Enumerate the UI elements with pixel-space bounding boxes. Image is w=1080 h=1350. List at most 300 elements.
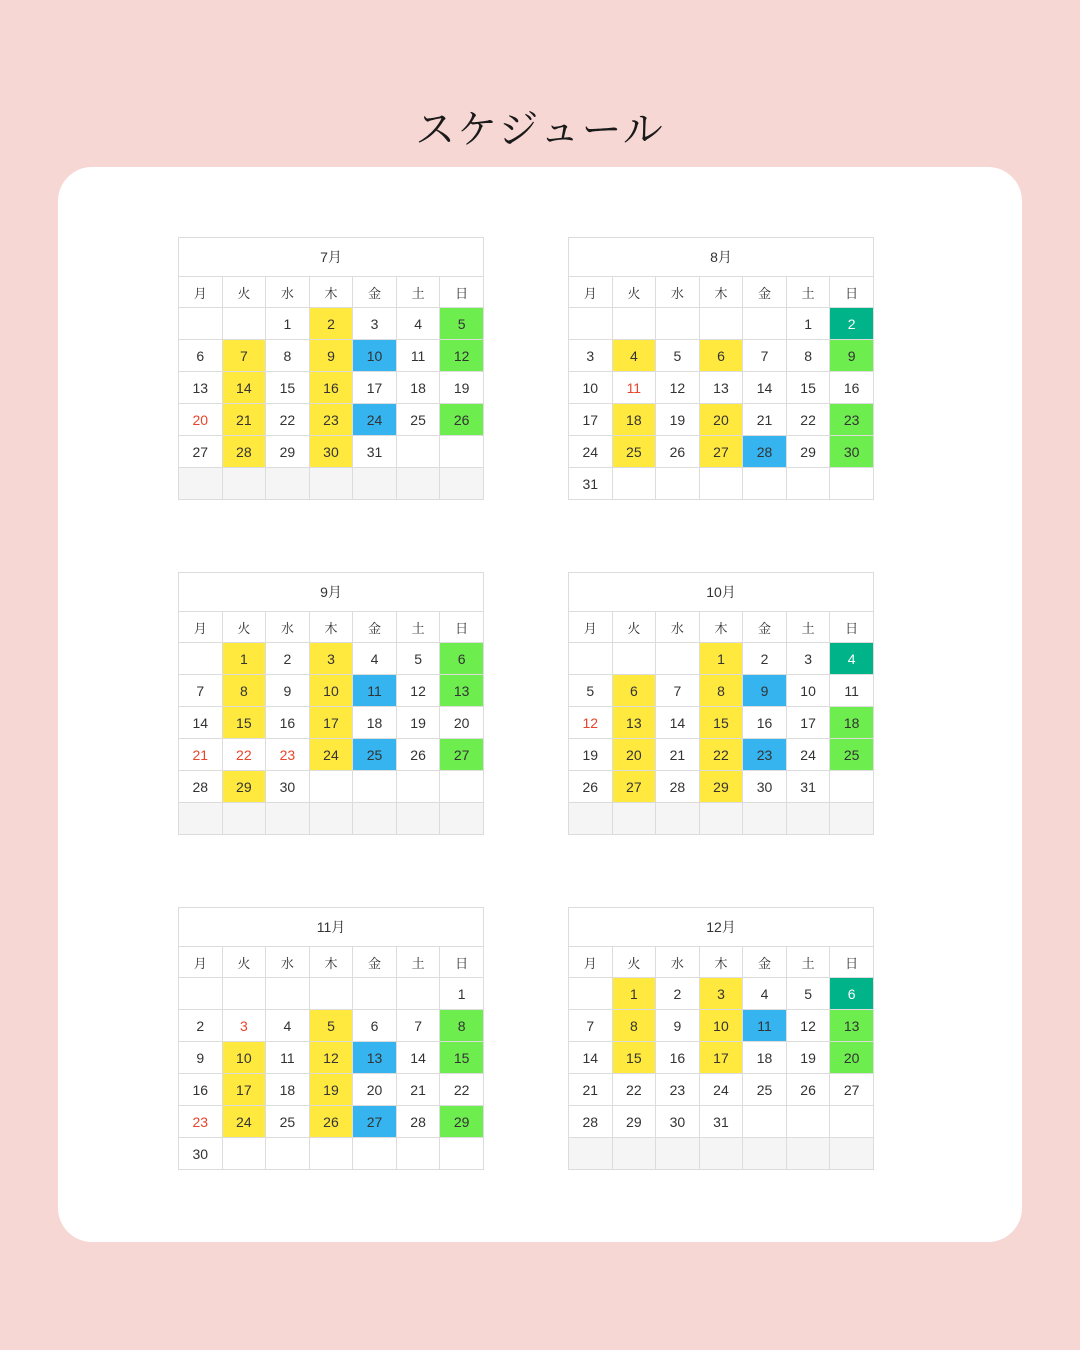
day-cell[interactable]: 28 xyxy=(569,1106,613,1138)
day-cell[interactable]: 16 xyxy=(309,372,353,404)
day-cell[interactable]: 29 xyxy=(699,771,743,803)
weekday-header-火: 火 xyxy=(222,612,266,643)
weekday-header-木: 木 xyxy=(699,612,743,643)
calendar-10月 xyxy=(568,542,902,867)
day-cell-empty xyxy=(612,308,656,340)
day-cell[interactable]: 9 xyxy=(656,1010,700,1042)
weekday-header-日: 日 xyxy=(440,947,484,978)
day-cell[interactable]: 4 xyxy=(266,1010,310,1042)
day-cell[interactable]: 23 xyxy=(830,404,874,436)
day-cell[interactable]: 8 xyxy=(699,675,743,707)
day-cell-empty xyxy=(179,468,223,500)
day-cell[interactable]: 15 xyxy=(222,707,266,739)
weekday-header-日: 日 xyxy=(440,612,484,643)
weekday-header-月: 月 xyxy=(179,947,223,978)
day-cell[interactable]: 22 xyxy=(266,404,310,436)
calendar-card xyxy=(58,167,1022,1242)
day-cell[interactable]: 5 xyxy=(440,308,484,340)
day-cell[interactable]: 17 xyxy=(353,372,397,404)
week-row xyxy=(179,340,484,372)
day-cell[interactable]: 25 xyxy=(743,1074,787,1106)
day-cell[interactable]: 12 xyxy=(656,372,700,404)
day-cell[interactable]: 4 xyxy=(743,978,787,1010)
day-cell[interactable]: 16 xyxy=(266,707,310,739)
day-cell[interactable]: 23 xyxy=(309,404,353,436)
day-cell[interactable]: 24 xyxy=(569,436,613,468)
week-row xyxy=(179,1042,484,1074)
day-cell[interactable]: 4 xyxy=(612,340,656,372)
week-row xyxy=(179,707,484,739)
day-cell[interactable]: 10 xyxy=(353,340,397,372)
day-cell[interactable]: 26 xyxy=(569,771,613,803)
day-cell[interactable]: 3 xyxy=(222,1010,266,1042)
day-cell[interactable]: 13 xyxy=(353,1042,397,1074)
day-cell[interactable]: 14 xyxy=(222,372,266,404)
day-cell-empty xyxy=(396,468,440,500)
day-cell[interactable]: 23 xyxy=(179,1106,223,1138)
day-cell-empty xyxy=(222,468,266,500)
weekday-header-金: 金 xyxy=(743,947,787,978)
day-cell[interactable]: 27 xyxy=(612,771,656,803)
day-cell[interactable]: 10 xyxy=(699,1010,743,1042)
day-cell[interactable]: 21 xyxy=(569,1074,613,1106)
day-cell-empty xyxy=(179,308,223,340)
day-cell[interactable]: 25 xyxy=(612,436,656,468)
day-cell[interactable]: 12 xyxy=(569,707,613,739)
day-cell-empty xyxy=(440,803,484,835)
day-cell[interactable]: 24 xyxy=(222,1106,266,1138)
weekday-header-水: 水 xyxy=(266,277,310,308)
day-cell[interactable]: 4 xyxy=(353,643,397,675)
day-cell[interactable]: 3 xyxy=(569,340,613,372)
day-cell[interactable]: 13 xyxy=(699,372,743,404)
week-row xyxy=(569,739,874,771)
day-cell[interactable]: 3 xyxy=(353,308,397,340)
week-row xyxy=(569,1042,874,1074)
day-cell[interactable]: 19 xyxy=(309,1074,353,1106)
day-cell[interactable]: 31 xyxy=(786,771,830,803)
day-cell[interactable]: 19 xyxy=(786,1042,830,1074)
day-cell[interactable]: 11 xyxy=(743,1010,787,1042)
day-cell-empty xyxy=(743,1138,787,1170)
weekday-header-金: 金 xyxy=(353,277,397,308)
day-cell[interactable]: 30 xyxy=(309,436,353,468)
day-cell[interactable]: 18 xyxy=(743,1042,787,1074)
day-cell[interactable]: 26 xyxy=(396,739,440,771)
day-cell[interactable]: 27 xyxy=(699,436,743,468)
week-row xyxy=(179,436,484,468)
weekday-header-水: 水 xyxy=(266,947,310,978)
day-cell[interactable]: 10 xyxy=(222,1042,266,1074)
day-cell[interactable]: 4 xyxy=(396,308,440,340)
day-cell[interactable]: 15 xyxy=(266,372,310,404)
day-cell[interactable]: 21 xyxy=(222,404,266,436)
day-cell[interactable]: 12 xyxy=(309,1042,353,1074)
day-cell[interactable]: 7 xyxy=(743,340,787,372)
weekday-header-日: 日 xyxy=(830,947,874,978)
weekday-header-土: 土 xyxy=(786,612,830,643)
day-cell-empty xyxy=(353,1138,397,1170)
week-row xyxy=(179,739,484,771)
day-cell[interactable]: 22 xyxy=(786,404,830,436)
weekday-header-月: 月 xyxy=(179,277,223,308)
day-cell[interactable]: 30 xyxy=(743,771,787,803)
day-cell[interactable]: 14 xyxy=(569,1042,613,1074)
weekday-header-木: 木 xyxy=(309,612,353,643)
weekday-header-木: 木 xyxy=(309,277,353,308)
day-cell[interactable]: 19 xyxy=(440,372,484,404)
week-row xyxy=(179,803,484,835)
day-cell-empty xyxy=(440,1138,484,1170)
day-cell[interactable]: 8 xyxy=(440,1010,484,1042)
day-cell[interactable]: 27 xyxy=(179,436,223,468)
day-cell[interactable]: 24 xyxy=(353,404,397,436)
day-cell[interactable]: 7 xyxy=(656,675,700,707)
calendar-table xyxy=(178,907,484,1170)
weekday-header-土: 土 xyxy=(786,277,830,308)
day-cell[interactable]: 28 xyxy=(179,771,223,803)
day-cell-empty xyxy=(830,1138,874,1170)
weekday-header-火: 火 xyxy=(222,947,266,978)
day-cell[interactable]: 7 xyxy=(222,340,266,372)
day-cell[interactable]: 17 xyxy=(786,707,830,739)
day-cell[interactable]: 23 xyxy=(656,1074,700,1106)
week-row xyxy=(569,308,874,340)
day-cell[interactable]: 17 xyxy=(569,404,613,436)
day-cell[interactable]: 9 xyxy=(830,340,874,372)
day-cell[interactable]: 28 xyxy=(743,436,787,468)
week-row xyxy=(569,1074,874,1106)
day-cell[interactable]: 7 xyxy=(179,675,223,707)
day-cell[interactable]: 12 xyxy=(786,1010,830,1042)
week-row xyxy=(179,372,484,404)
day-cell[interactable]: 23 xyxy=(266,739,310,771)
day-cell-empty xyxy=(830,771,874,803)
day-cell[interactable]: 7 xyxy=(396,1010,440,1042)
day-cell[interactable]: 18 xyxy=(830,707,874,739)
day-cell[interactable]: 14 xyxy=(396,1042,440,1074)
day-cell[interactable]: 2 xyxy=(830,308,874,340)
day-cell[interactable]: 6 xyxy=(612,675,656,707)
day-cell[interactable]: 28 xyxy=(656,771,700,803)
calendar-table xyxy=(568,237,874,500)
week-row xyxy=(179,468,484,500)
weekday-header-木: 木 xyxy=(309,947,353,978)
day-cell[interactable]: 21 xyxy=(179,739,223,771)
day-cell-empty xyxy=(222,803,266,835)
day-cell-empty xyxy=(396,436,440,468)
day-cell[interactable]: 21 xyxy=(396,1074,440,1106)
week-row xyxy=(179,1106,484,1138)
day-cell[interactable]: 22 xyxy=(612,1074,656,1106)
day-cell-empty xyxy=(266,468,310,500)
day-cell-empty xyxy=(699,468,743,500)
day-cell-empty xyxy=(743,308,787,340)
day-cell-empty xyxy=(786,1138,830,1170)
day-cell[interactable]: 16 xyxy=(830,372,874,404)
day-cell[interactable]: 26 xyxy=(309,1106,353,1138)
day-cell[interactable]: 1 xyxy=(699,643,743,675)
page-title: スケジュール xyxy=(415,107,665,153)
month-label: 8月 xyxy=(569,238,874,277)
day-cell[interactable]: 20 xyxy=(830,1042,874,1074)
day-cell[interactable]: 15 xyxy=(612,1042,656,1074)
day-cell[interactable]: 1 xyxy=(266,308,310,340)
day-cell[interactable]: 8 xyxy=(786,340,830,372)
day-cell-empty xyxy=(222,978,266,1010)
day-cell[interactable]: 5 xyxy=(309,1010,353,1042)
day-cell[interactable]: 29 xyxy=(222,771,266,803)
weekday-header-水: 水 xyxy=(656,277,700,308)
day-cell-empty xyxy=(656,1138,700,1170)
day-cell-empty xyxy=(743,468,787,500)
day-cell-empty xyxy=(440,771,484,803)
weekday-header-火: 火 xyxy=(222,277,266,308)
day-cell[interactable]: 10 xyxy=(569,372,613,404)
day-cell-empty xyxy=(266,803,310,835)
day-cell[interactable]: 20 xyxy=(353,1074,397,1106)
day-cell[interactable]: 22 xyxy=(222,739,266,771)
day-cell[interactable]: 18 xyxy=(612,404,656,436)
weekday-header-日: 日 xyxy=(830,612,874,643)
day-cell[interactable]: 1 xyxy=(222,643,266,675)
day-cell[interactable]: 14 xyxy=(743,372,787,404)
day-cell[interactable]: 13 xyxy=(440,675,484,707)
day-cell[interactable]: 9 xyxy=(743,675,787,707)
calendar-8月 xyxy=(568,207,902,532)
day-cell[interactable]: 12 xyxy=(396,675,440,707)
day-cell[interactable]: 31 xyxy=(569,468,613,500)
day-cell-empty xyxy=(309,978,353,1010)
day-cell[interactable]: 18 xyxy=(353,707,397,739)
calendar-11月 xyxy=(178,877,512,1202)
month-label: 12月 xyxy=(569,908,874,947)
day-cell[interactable]: 1 xyxy=(440,978,484,1010)
day-cell[interactable]: 11 xyxy=(396,340,440,372)
day-cell[interactable]: 2 xyxy=(309,308,353,340)
weekday-header-火: 火 xyxy=(612,947,656,978)
week-row xyxy=(179,771,484,803)
day-cell[interactable]: 26 xyxy=(656,436,700,468)
day-cell[interactable]: 17 xyxy=(309,707,353,739)
day-cell[interactable]: 16 xyxy=(179,1074,223,1106)
day-cell[interactable]: 19 xyxy=(396,707,440,739)
day-cell[interactable]: 30 xyxy=(179,1138,223,1170)
day-cell[interactable]: 13 xyxy=(830,1010,874,1042)
day-cell-empty xyxy=(743,1106,787,1138)
week-row xyxy=(569,1138,874,1170)
day-cell[interactable]: 31 xyxy=(699,1106,743,1138)
calendar-7月 xyxy=(178,207,512,532)
day-cell[interactable]: 3 xyxy=(309,643,353,675)
day-cell[interactable]: 2 xyxy=(656,978,700,1010)
day-cell[interactable]: 11 xyxy=(612,372,656,404)
weekday-header-土: 土 xyxy=(396,612,440,643)
day-cell[interactable]: 25 xyxy=(353,739,397,771)
day-cell[interactable]: 25 xyxy=(396,404,440,436)
week-row xyxy=(569,643,874,675)
day-cell-empty xyxy=(179,978,223,1010)
day-cell[interactable]: 5 xyxy=(656,340,700,372)
day-cell[interactable]: 28 xyxy=(396,1106,440,1138)
week-row xyxy=(569,404,874,436)
day-cell-empty xyxy=(569,643,613,675)
day-cell[interactable]: 22 xyxy=(699,739,743,771)
month-label: 11月 xyxy=(179,908,484,947)
day-cell-empty xyxy=(612,803,656,835)
day-cell[interactable]: 26 xyxy=(440,404,484,436)
day-cell[interactable]: 2 xyxy=(743,643,787,675)
day-cell[interactable]: 16 xyxy=(656,1042,700,1074)
day-cell[interactable]: 24 xyxy=(309,739,353,771)
weekday-header-金: 金 xyxy=(353,612,397,643)
day-cell-empty xyxy=(353,803,397,835)
day-cell[interactable]: 20 xyxy=(612,739,656,771)
week-row xyxy=(179,1138,484,1170)
weekday-header-金: 金 xyxy=(743,277,787,308)
week-row xyxy=(569,1106,874,1138)
day-cell[interactable]: 13 xyxy=(612,707,656,739)
day-cell[interactable]: 28 xyxy=(222,436,266,468)
day-cell[interactable]: 8 xyxy=(222,675,266,707)
day-cell[interactable]: 16 xyxy=(743,707,787,739)
day-cell[interactable]: 26 xyxy=(786,1074,830,1106)
day-cell[interactable]: 24 xyxy=(786,739,830,771)
day-cell[interactable]: 19 xyxy=(656,404,700,436)
week-row xyxy=(569,468,874,500)
day-cell[interactable]: 8 xyxy=(266,340,310,372)
week-row xyxy=(179,404,484,436)
day-cell[interactable]: 29 xyxy=(440,1106,484,1138)
day-cell-empty xyxy=(440,468,484,500)
day-cell[interactable]: 15 xyxy=(699,707,743,739)
calendar-table xyxy=(178,572,484,835)
day-cell[interactable]: 14 xyxy=(179,707,223,739)
day-cell[interactable]: 15 xyxy=(440,1042,484,1074)
day-cell[interactable]: 8 xyxy=(612,1010,656,1042)
weekday-header-月: 月 xyxy=(569,947,613,978)
day-cell-empty xyxy=(569,1138,613,1170)
week-row xyxy=(179,675,484,707)
day-cell[interactable]: 5 xyxy=(569,675,613,707)
day-cell[interactable]: 9 xyxy=(179,1042,223,1074)
weekday-header-水: 水 xyxy=(266,612,310,643)
day-cell-empty xyxy=(830,803,874,835)
day-cell[interactable]: 2 xyxy=(266,643,310,675)
day-cell-empty xyxy=(612,1138,656,1170)
day-cell[interactable]: 1 xyxy=(612,978,656,1010)
day-cell[interactable]: 17 xyxy=(222,1074,266,1106)
day-cell[interactable]: 30 xyxy=(656,1106,700,1138)
day-cell[interactable]: 7 xyxy=(569,1010,613,1042)
day-cell[interactable]: 24 xyxy=(699,1074,743,1106)
day-cell[interactable]: 10 xyxy=(309,675,353,707)
day-cell-empty xyxy=(396,803,440,835)
day-cell-empty xyxy=(309,771,353,803)
day-cell-empty xyxy=(830,468,874,500)
day-cell-empty xyxy=(396,1138,440,1170)
day-cell[interactable]: 5 xyxy=(786,978,830,1010)
weekday-header-土: 土 xyxy=(396,947,440,978)
day-cell[interactable]: 22 xyxy=(440,1074,484,1106)
day-cell-empty xyxy=(699,308,743,340)
week-row xyxy=(569,436,874,468)
day-cell[interactable]: 27 xyxy=(830,1074,874,1106)
day-cell-empty xyxy=(699,803,743,835)
week-row xyxy=(569,771,874,803)
weekday-header-土: 土 xyxy=(786,947,830,978)
day-cell[interactable]: 6 xyxy=(440,643,484,675)
day-cell[interactable]: 6 xyxy=(353,1010,397,1042)
day-cell-empty xyxy=(656,468,700,500)
week-row xyxy=(179,1074,484,1106)
day-cell[interactable]: 3 xyxy=(786,643,830,675)
day-cell[interactable]: 6 xyxy=(179,340,223,372)
calendar-table xyxy=(568,572,874,835)
day-cell[interactable]: 25 xyxy=(266,1106,310,1138)
day-cell[interactable]: 29 xyxy=(612,1106,656,1138)
day-cell[interactable]: 3 xyxy=(699,978,743,1010)
day-cell[interactable]: 11 xyxy=(830,675,874,707)
day-cell-empty xyxy=(179,803,223,835)
day-cell[interactable]: 20 xyxy=(440,707,484,739)
day-cell[interactable]: 4 xyxy=(830,643,874,675)
day-cell-empty xyxy=(309,468,353,500)
day-cell[interactable]: 11 xyxy=(353,675,397,707)
day-cell[interactable]: 14 xyxy=(656,707,700,739)
day-cell[interactable]: 21 xyxy=(743,404,787,436)
day-cell[interactable]: 6 xyxy=(830,978,874,1010)
day-cell[interactable]: 5 xyxy=(396,643,440,675)
weekday-header-日: 日 xyxy=(440,277,484,308)
day-cell[interactable]: 27 xyxy=(353,1106,397,1138)
day-cell[interactable]: 29 xyxy=(266,436,310,468)
day-cell[interactable]: 20 xyxy=(699,404,743,436)
day-cell[interactable]: 21 xyxy=(656,739,700,771)
day-cell-empty xyxy=(266,1138,310,1170)
week-row xyxy=(569,372,874,404)
day-cell[interactable]: 18 xyxy=(396,372,440,404)
day-cell[interactable]: 10 xyxy=(786,675,830,707)
day-cell[interactable]: 30 xyxy=(830,436,874,468)
day-cell[interactable]: 2 xyxy=(179,1010,223,1042)
day-cell[interactable]: 6 xyxy=(699,340,743,372)
day-cell[interactable]: 23 xyxy=(743,739,787,771)
day-cell[interactable]: 9 xyxy=(266,675,310,707)
day-cell[interactable]: 1 xyxy=(786,308,830,340)
day-cell[interactable]: 29 xyxy=(786,436,830,468)
day-cell[interactable]: 9 xyxy=(309,340,353,372)
weekday-header-月: 月 xyxy=(569,612,613,643)
day-cell[interactable]: 15 xyxy=(786,372,830,404)
day-cell-empty xyxy=(656,308,700,340)
week-row xyxy=(569,1010,874,1042)
day-cell[interactable]: 11 xyxy=(266,1042,310,1074)
day-cell[interactable]: 30 xyxy=(266,771,310,803)
day-cell[interactable]: 13 xyxy=(179,372,223,404)
day-cell[interactable]: 17 xyxy=(699,1042,743,1074)
day-cell[interactable]: 27 xyxy=(440,739,484,771)
day-cell[interactable]: 12 xyxy=(440,340,484,372)
day-cell[interactable]: 25 xyxy=(830,739,874,771)
weekday-header-水: 水 xyxy=(656,612,700,643)
day-cell[interactable]: 20 xyxy=(179,404,223,436)
day-cell[interactable]: 18 xyxy=(266,1074,310,1106)
day-cell[interactable]: 31 xyxy=(353,436,397,468)
weekday-header-月: 月 xyxy=(569,277,613,308)
day-cell[interactable]: 19 xyxy=(569,739,613,771)
day-cell-empty xyxy=(612,468,656,500)
